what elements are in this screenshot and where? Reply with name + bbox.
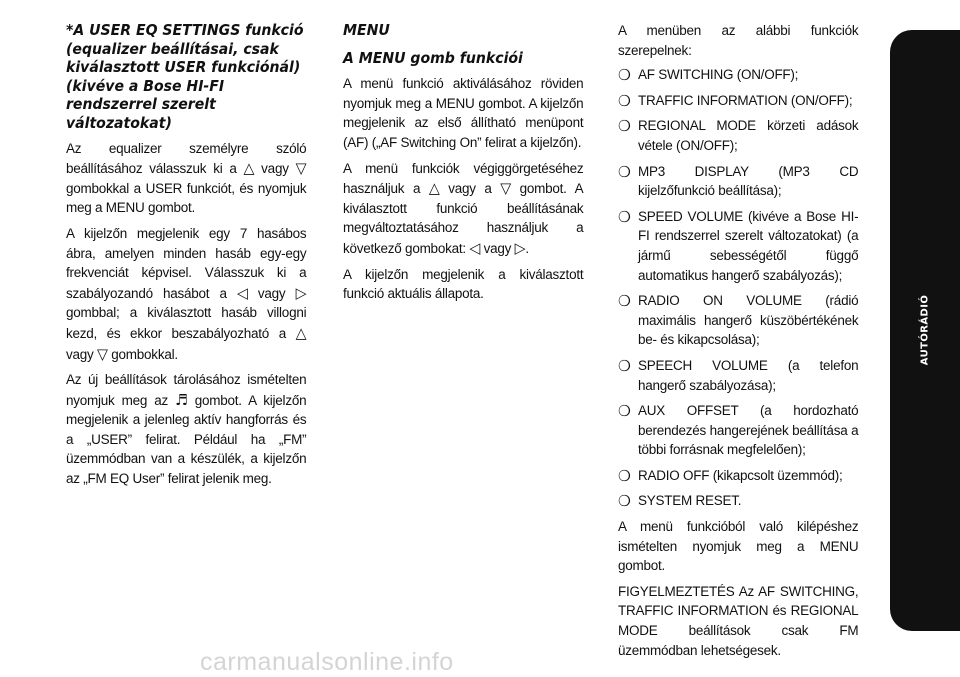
paragraph-user-eq-select [66,140,306,219]
column-middle [343,22,583,311]
list-item [618,467,858,487]
list-item-text: SYSTEM RESET. [637,493,742,510]
paragraph-user-eq-bars [66,225,306,365]
menu-function-list [618,66,858,512]
section-heading-menu: MENU [343,22,390,39]
list-item [618,66,858,86]
watermark: carmanualsonline.info [200,648,454,676]
bullet-icon: ❍ [618,356,631,375]
text: vagy [261,161,289,178]
list-item-text: MP3 DISPLAY (MP3 CD kijelzőfunkció beállítása); [637,163,859,200]
chapter-tab [890,30,960,631]
paragraph-menu-exit: A menü funkcióból való kilépéshez ismételten nyomjuk meg a MENU gombot. [618,519,859,575]
text: gombbal; a kiválasztott hasáb villogni kezd, és ekkor beszabályozható a [66,305,307,342]
section-subheading-menu-functions: A MENU gomb funkciói [343,49,523,67]
list-item-text: SPEECH VOLUME (a telefon hangerő szabályozása); [637,357,859,394]
text: gombokkal. [111,346,178,363]
text: vagy [483,240,512,257]
text: . [525,240,529,257]
list-item [618,163,858,202]
list-item-text: RADIO OFF (kikapcsolt üzemmód); [637,467,843,484]
bullet-icon: ❍ [618,466,631,485]
text: gombot. A kijelzőn megjelenik a jelenleg aktív hangforrás és a „USER” felirat. Például ha „FM” üzemmódban van a készülék, a kijelzőn az „FM EQ User” felirat jelenik meg. [66,392,307,488]
bullet-icon: ❍ [618,66,631,85]
bullet-icon: ❍ [618,292,631,311]
text: vagy a [448,181,492,198]
bullet-icon: ❍ [618,91,631,110]
bullet-icon: ❍ [618,207,631,226]
list-item-text: RADIO ON VOLUME (rádió maximális hangerő küszöbértékének be- és kikapcsolása); [637,293,859,349]
triangle-right-icon: ▷ [295,283,307,302]
list-item-text: AF SWITCHING (ON/OFF); [637,67,799,84]
bullet-icon: ❍ [618,117,631,136]
list-item [618,357,858,396]
bullet-icon: ❍ [618,402,631,421]
column-left [66,22,306,496]
list-item-text: TRAFFIC INFORMATION (ON/OFF); [637,92,853,109]
text: Az equalizer személyre szóló beállításához válasszuk ki a [66,140,307,178]
paragraph-user-eq-store [66,371,306,490]
list-item [618,292,858,351]
paragraph-menu-scroll [343,160,583,260]
paragraph-menu-intro: A menüben az alábbi funkciók szerepelnek: [618,23,859,59]
paragraph-menu-status: A kijelzőn megjelenik a kiválasztott funkció aktuális állapota. [343,266,584,303]
list-item [618,117,858,156]
text: Az új beállítások tárolásához ismételten nyomjuk meg az [66,372,307,409]
page-number: 261 [894,634,940,659]
section-heading-user-eq: *A USER EQ SETTINGS funkció (equalizer beállításai, csak kiválasztott USER funkciónál) (kivéve a Bose HI-FI rendszerrel szerelt változatokat) [66,22,304,132]
triangle-down-icon: ▽ [97,344,108,363]
list-item [618,92,858,112]
text: gombokkal a USER funkciót, és nyomjuk meg a MENU gombot. [66,180,307,217]
list-item [618,208,858,286]
triangle-left-icon: ◁ [236,283,248,302]
text: vagy [257,285,286,302]
bullet-icon: ❍ [618,492,631,511]
list-item-text: AUX OFFSET (a hordozható berendezés hangerejének beállítása a többi forrásnak megfelelően); [637,403,859,459]
list-item-text: REGIONAL MODE körzeti adások vétele (ON/OFF); [637,118,859,154]
bullet-icon: ❍ [618,162,631,181]
triangle-left-icon: ◁ [469,238,481,257]
text: A kijelzőn megjelenik egy 7 hasábos ábra, amelyen minden hasáb egy-egy frekvenciát képvisel. Válasszuk ki a szabályozandó hasábot a [66,225,307,302]
triangle-right-icon: ▷ [514,238,526,257]
triangle-up-icon: △ [428,179,440,198]
triangle-down-icon: ▽ [500,179,512,198]
paragraph-warning: FIGYELMEZTETÉS Az AF SWITCHING, TRAFFIC INFORMATION és REGIONAL MODE beállítások csak FM üzemmódban lehetségesek. [618,583,859,659]
text: A menü funkciók végiggörgetéséhez használjuk a [343,160,584,198]
text: gombot. A kiválasztott funkció beállításának megváltoztatásához használjuk a következő gombokat: [343,181,584,257]
triangle-up-icon: △ [295,323,307,342]
text: vagy [66,346,94,363]
list-item [618,492,858,512]
triangle-down-icon: ▽ [295,159,307,178]
list-item-text: SPEED VOLUME (kivéve a Bose HI-FI rendszerrel szerelt változatokat) (a jármű sebességétől függő automatikus hangerő szabályozás); [637,208,859,284]
music-note-icon: ♬ [175,390,188,409]
paragraph-menu-activate: A menü funkció aktiválásához röviden nyomjuk meg a MENU gombot. A kijelzőn megjelenik az első állítható menüpont (AF) („AF Switching On” felirat a kijelzőn). [343,76,584,151]
chapter-tab-label: AUTÓRÁDIÓ [919,294,931,366]
triangle-up-icon: △ [243,159,255,178]
list-item [618,402,858,461]
column-right [618,22,858,667]
